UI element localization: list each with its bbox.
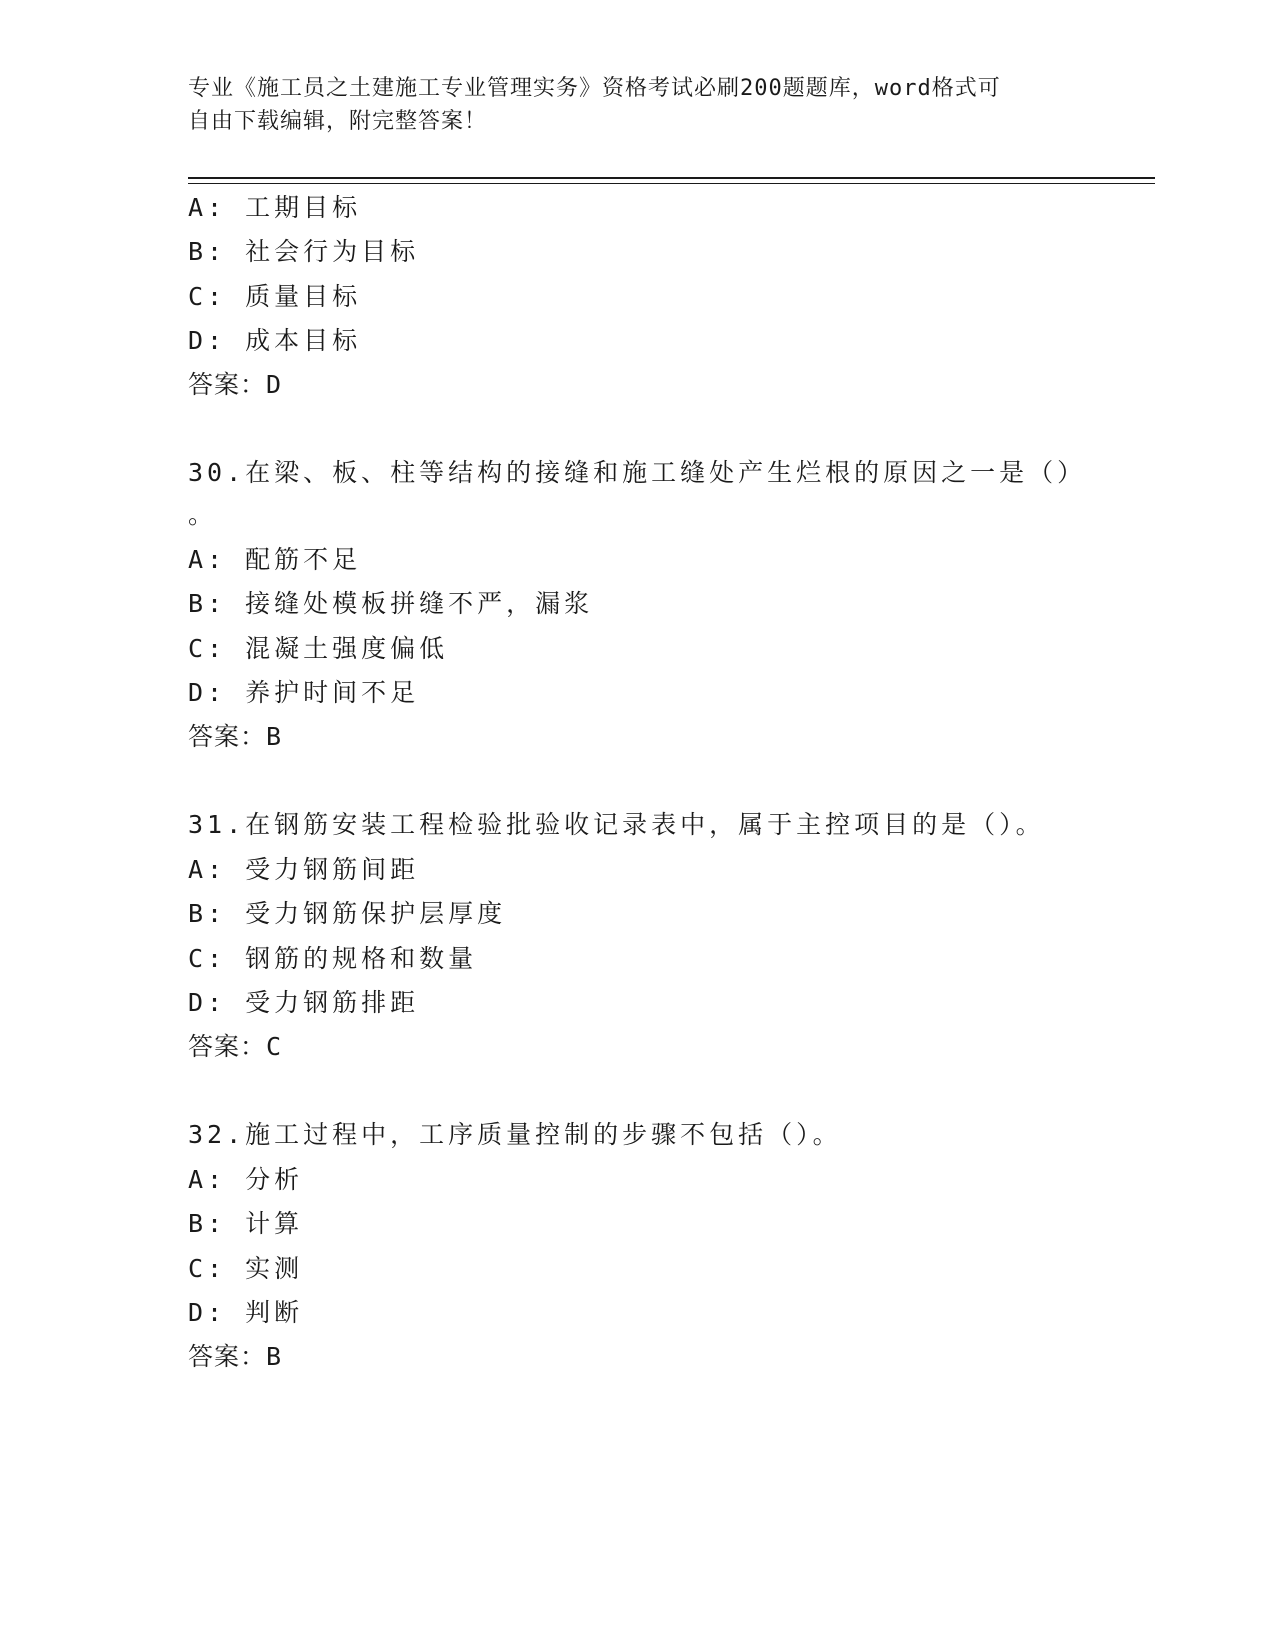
option-d: D: 成本目标 — [188, 326, 362, 355]
option-b: B: 受力钢筋保护层厚度 — [188, 899, 507, 928]
option-a: A: 配筋不足 — [188, 545, 362, 574]
answer-line: 答案：C — [188, 1032, 283, 1061]
option-b: B: 计算 — [188, 1209, 304, 1238]
option-c: C: 钢筋的规格和数量 — [188, 944, 478, 973]
question-32: 32.施工过程中，工序质量控制的步骤不包括（）。 — [188, 1120, 842, 1149]
option-d: D: 养护时间不足 — [188, 678, 420, 707]
option-a: A: 工期目标 — [188, 193, 362, 222]
document-header — [188, 72, 1068, 138]
option-c: C: 实测 — [188, 1254, 304, 1283]
header-divider-thin — [188, 183, 1155, 184]
question-31: 31.在钢筋安装工程检验批验收记录表中，属于主控项目的是（）。 — [188, 810, 1045, 839]
option-a: A: 受力钢筋间距 — [188, 855, 420, 884]
option-c: C: 质量目标 — [188, 282, 362, 311]
header-divider-thick — [188, 177, 1155, 179]
option-c: C: 混凝土强度偏低 — [188, 634, 449, 663]
question-30-continuation: 。 — [188, 500, 218, 529]
option-d: D: 判断 — [188, 1298, 304, 1327]
answer-line: 答案：B — [188, 1342, 283, 1371]
answer-line: 答案：D — [188, 370, 283, 399]
option-a: A: 分析 — [188, 1165, 304, 1194]
question-30: 30.在梁、板、柱等结构的接缝和施工缝处产生烂根的原因之一是（） — [188, 458, 1087, 487]
option-b: B: 接缝处模板拼缝不严，漏浆 — [188, 589, 594, 618]
header-line-2: 自由下载编辑，附完整答案！ — [188, 109, 488, 134]
header-line-1: 专业《施工员之土建施工专业管理实务》资格考试必刷200题题库，word格式可 — [188, 76, 1001, 101]
answer-line: 答案：B — [188, 722, 283, 751]
option-b: B: 社会行为目标 — [188, 237, 420, 266]
option-d: D: 受力钢筋排距 — [188, 988, 420, 1017]
